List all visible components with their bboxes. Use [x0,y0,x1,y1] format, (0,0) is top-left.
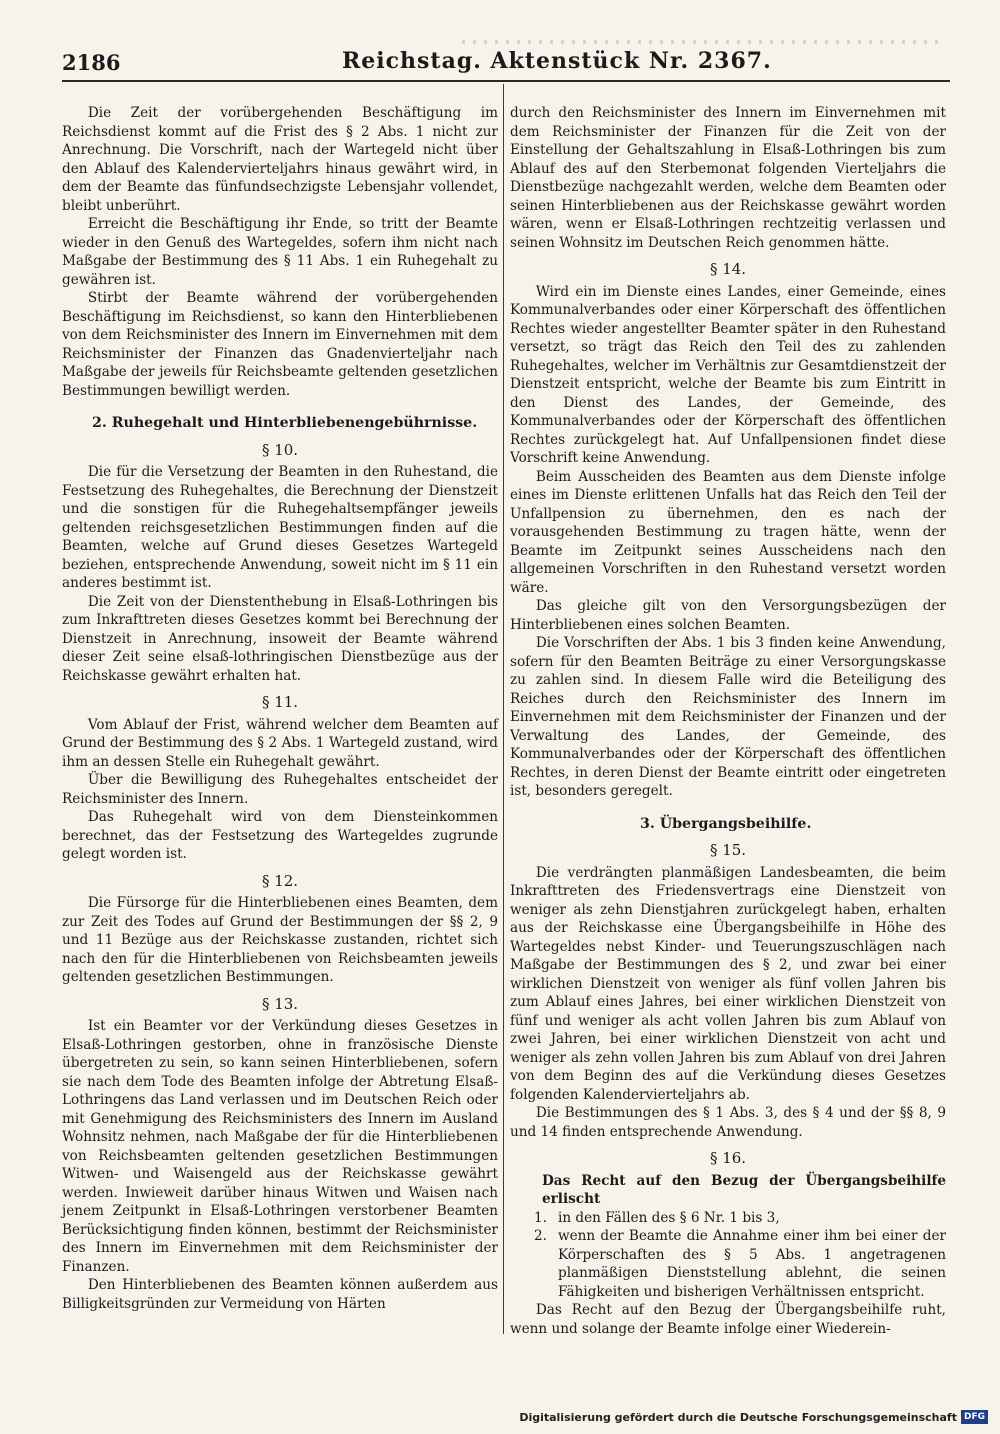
paragraph: Die für die Versetzung der Beamten in den Ruhestand, die Festsetzung des Ruhegehaltes, die Berechnung der Dienstzeit und die sonstigen für die Ruhegehaltsempfänger jeweils geltenden reichsgesetzlichen Bestimmungen finden auf die Beamten, welche auf Grund dieses Gesetzes Wartegeld beziehen, entsprechende Anwendung, soweit nicht im § 11 ein anderes bestimmt ist. [62,464,498,591]
paragraph: Beim Ausscheiden des Beamten aus dem Dienste infolge eines im Dienste erlittenen Unfalls hat das Reich den Teil der Unfallpension zu übernehmen, den es nach der vorausgehenden Bestimmung zu tragen hätte, wenn der Beamte im Zeitpunkt seines Ausscheidens nach den allgemeinen Vorschriften in den Ruhestand versetzt worden wäre. [510,468,946,596]
paragraph: Über die Bewilligung des Ruhegehaltes entscheidet der Reichsminister des Innern. [62,772,498,807]
paragraph: Das Ruhegehalt wird von dem Diensteinkommen berechnet, das der Festsetzung des Wartegeldes zugrunde gelegt worden ist. [62,809,498,862]
paragraph: Vom Ablauf der Frist, während welcher dem Beamten auf Grund der Bestimmung des § 2 Abs. 1 Wartegeld zustand, wird ihm an dessen Stelle ein Ruhegehalt gewährt. [62,716,498,770]
paragraph: Das Recht auf den Bezug der Übergangsbeihilfe erlischt [542,1172,946,1207]
dfg-logo: DFG [961,1410,988,1424]
footer-text: Digitalisierung gefördert durch die Deutsche Forschungsgemeinschaft [519,1410,957,1424]
paragraph: durch den Reichsminister des Innern im Einvernehmen mit dem Reichsminister der Finanzen für die Zeit von der Einstellung der Gehaltszahlung in Elsaß-Lothringen bis zum Ablauf des auf den Sterbemonat folgenden Vierteljahrs die Dienstbezüge nachgezahlt werden, welche dem Beamten oder seinen Hinterbliebenen aus der Reichskasse gewährt worden wären, wenn er Elsaß-Lothringen rechtzeitig verlassen und seinen Wohnsitz im Deutschen Reich genommen hätte. [510,105,946,251]
section-title: § 13. [261,994,299,1013]
paragraph: Erreicht die Beschäftigung ihr Ende, so tritt der Beamte wieder in den Genuß des Wartegeldes, sofern ihm nicht nach Maßgabe der Bestimmung des § 11 Abs. 1 ein Ruhegehalt zu gewähren ist. [62,216,498,288]
paragraph: Stirbt der Beamte während der vorübergehenden Beschäftigung im Reichsdienst, so kann den Hinterbliebenen von dem Reichsminister des Innern im Einvernehmen mit dem Reichsminister der Finanzen das Gnadenvierteljahr nach Maßgabe der jeweils für Reichsbeamte geltenden gesetzlichen Bestimmungen bewilligt werden. [62,290,498,399]
footer-credit [519,1410,988,1424]
scan-artifacts [462,40,942,44]
right-column [510,104,946,1338]
list-text: in den Fällen des § 6 Nr. 1 bis 3, [558,1209,780,1226]
paragraph: Ist ein Beamter vor der Verkündung dieses Gesetzes in Elsaß-Lothringen gestorben, ohne in französische Dienste übergetreten zu sein, so kann seinen Hinterbliebenen, sofern sie nach dem Tode des Beamten infolge der Abtretung Elsaß-Lothringens das Land verlassen und im Deutschen Reich oder mit Genehmigung des Reichsministers des Innern im Ausland Wohnsitz nehmen, nach Maßgabe der für die Hinterbliebenen von Reichsbeamten geltenden gesetzlichen Bestimmungen Witwen- und Waisengeld aus der Reichskasse gewährt werden. Inwieweit darüber hinaus Witwen und Waisen nach jenem Zeitpunkt in Elsaß-Lothringen verstorbener Beamten Berücksichtigung finden können, bestimmt der Reichsminister des Innern im Einvernehmen mit dem Reichsminister der Finanzen. [62,1018,498,1275]
paragraph: Die verdrängten planmäßigen Landesbeamten, die beim Inkrafttreten des Friedensvertrags eine Dienstzeit von weniger als zehn Dienstjahren zurückgelegt haben, erhalten aus der Reichskasse eine Übergangsbeihilfe in Höhe des Wartegeldes nebst Kinder- und Teuerungszuschlägen nach Maßgabe der Bestimmungen des § 2, und zwar bei einer wirklichen Dienstzeit von weniger als fünf vollen Jahren bis zum Ablauf eines Jahres, bei einer wirklichen Dienstzeit von fünf und weniger als acht vollen Jahren bis zum Ablauf von zwei Jahren, bei einer wirklichen Dienstzeit von acht und weniger als zehn vollen Jahren bis zum Ablauf von drei Jahren von dem Beginn des auf die Verkündung dieses Gesetzes folgenden Kalendervierteljahrs ab. [510,864,946,1103]
list-number: 1. [534,1209,547,1226]
running-title: Reichstag. Aktenstück Nr. 2367. [342,48,772,74]
paragraph: Die Vorschriften der Abs. 1 bis 3 finden keine Anwendung, sofern für den Beamten Beiträge zu einer Versorgungskasse zu zahlen sind. In diesem Falle wird die Beteiligung des Reiches durch den Reichsminister des Innern im Einvernehmen mit dem Reichsminister der Finanzen und der Verwaltung des Landes, der Gemeinde, des Kommunalverbandes oder der Körperschaft des öffentlichen Rechtes, in deren Dienst der Beamte eintritt oder eingetreten ist, besonders geregelt. [510,635,946,799]
paragraph: Wird ein im Dienste eines Landes, einer Gemeinde, eines Kommunalverbandes oder einer Körperschaft des öffentlichen Rechtes wieder angestellter Beamter später in den Ruhestand versetzt, so trägt das Reich den Teil des zu zahlenden Ruhegehaltes, welcher im Verhältnis zur Gesamtdienstzeit der Dienstzeit entspricht, welche der Beamte bis zum Eintritt in den Dienst des Landes, der Gemeinde, des Kommunalverbandes oder der Körperschaft des öffentlichen Rechtes zurückgelegt hat. Auf Unfallpensionen findet diese Vorschrift keine Anwendung. [510,283,946,466]
section-title: § 11. [261,693,299,711]
left-column [62,104,498,1313]
section-title: § 14. [709,260,747,278]
header-rule [62,80,950,82]
paragraph: Die Zeit der vorübergehenden Beschäftigung im Reichsdienst kommt auf die Frist des § 2 Abs. 1 nicht zur Anrechnung. Die Vorschrift, nach der Wartegeld nicht über den Ablauf des Kalendervierteljahrs hinaus gewährt wird, in dem der Beamte das fünfundsechzigste Lebensjahr vollendet, bleibt unberührt. [62,105,498,214]
section-title: § 15. [709,841,747,859]
page-number: 2186 [62,50,121,75]
list-item [534,1227,946,1301]
column-divider [503,84,504,1334]
section-title: § 10. [261,440,299,459]
page-header [62,48,950,78]
chapter-heading: 2. Ruhegehalt und Hinterbliebenengebührnisse. [92,415,478,431]
chapter-heading: 3. Übergangsbeihilfe. [640,815,812,832]
paragraph: Die Zeit von der Dienstenthebung in Elsaß-Lothringen bis zum Inkrafttreten dieses Gesetzes kommt bei Berechnung der Dienstzeit in Anrechnung, insoweit der Beamte während dieser Zeit seine elsaß-lothringischen Dienstbezüge aus der Reichskasse gewährt erhalten hat. [62,593,498,684]
list-text: wenn der Beamte die Annahme einer ihm bei einer der Körperschaften des § 5 Abs. 1 angetragenen planmäßigen Dienststellung ablehnt, die seinen Fähigkeiten und bisherigen Verhältnissen entspricht. [558,1228,946,1300]
paragraph: Den Hinterbliebenen des Beamten können außerdem aus Billigkeitsgründen zur Vermeidung von Härten [62,1277,498,1312]
paragraph: Das gleiche gilt von den Versorgungsbezügen der Hinterbliebenen eines solchen Beamten. [510,598,946,633]
list-number: 2. [534,1228,547,1244]
section-title: § 16. [709,1149,747,1167]
paragraph: Die Fürsorge für die Hinterbliebenen eines Beamten, dem zur Zeit des Todes auf Grund der Bestimmungen der §§ 2, 9 und 11 Bezüge aus der Reichskasse zustanden, richtet sich nach den für die Hinterbliebenen von Reichsbeamten jeweils geltenden gesetzlichen Bestimmungen. [62,895,498,985]
list-item [534,1209,946,1228]
paragraph: Die Bestimmungen des § 1 Abs. 3, des § 4 und der §§ 8, 9 und 14 finden entsprechende Anwendung. [510,1105,946,1140]
section-title: § 12. [261,871,299,890]
paragraph: Das Recht auf den Bezug der Übergangsbeihilfe ruht, wenn und solange der Beamte infolge einer Wiederein- [510,1302,946,1337]
